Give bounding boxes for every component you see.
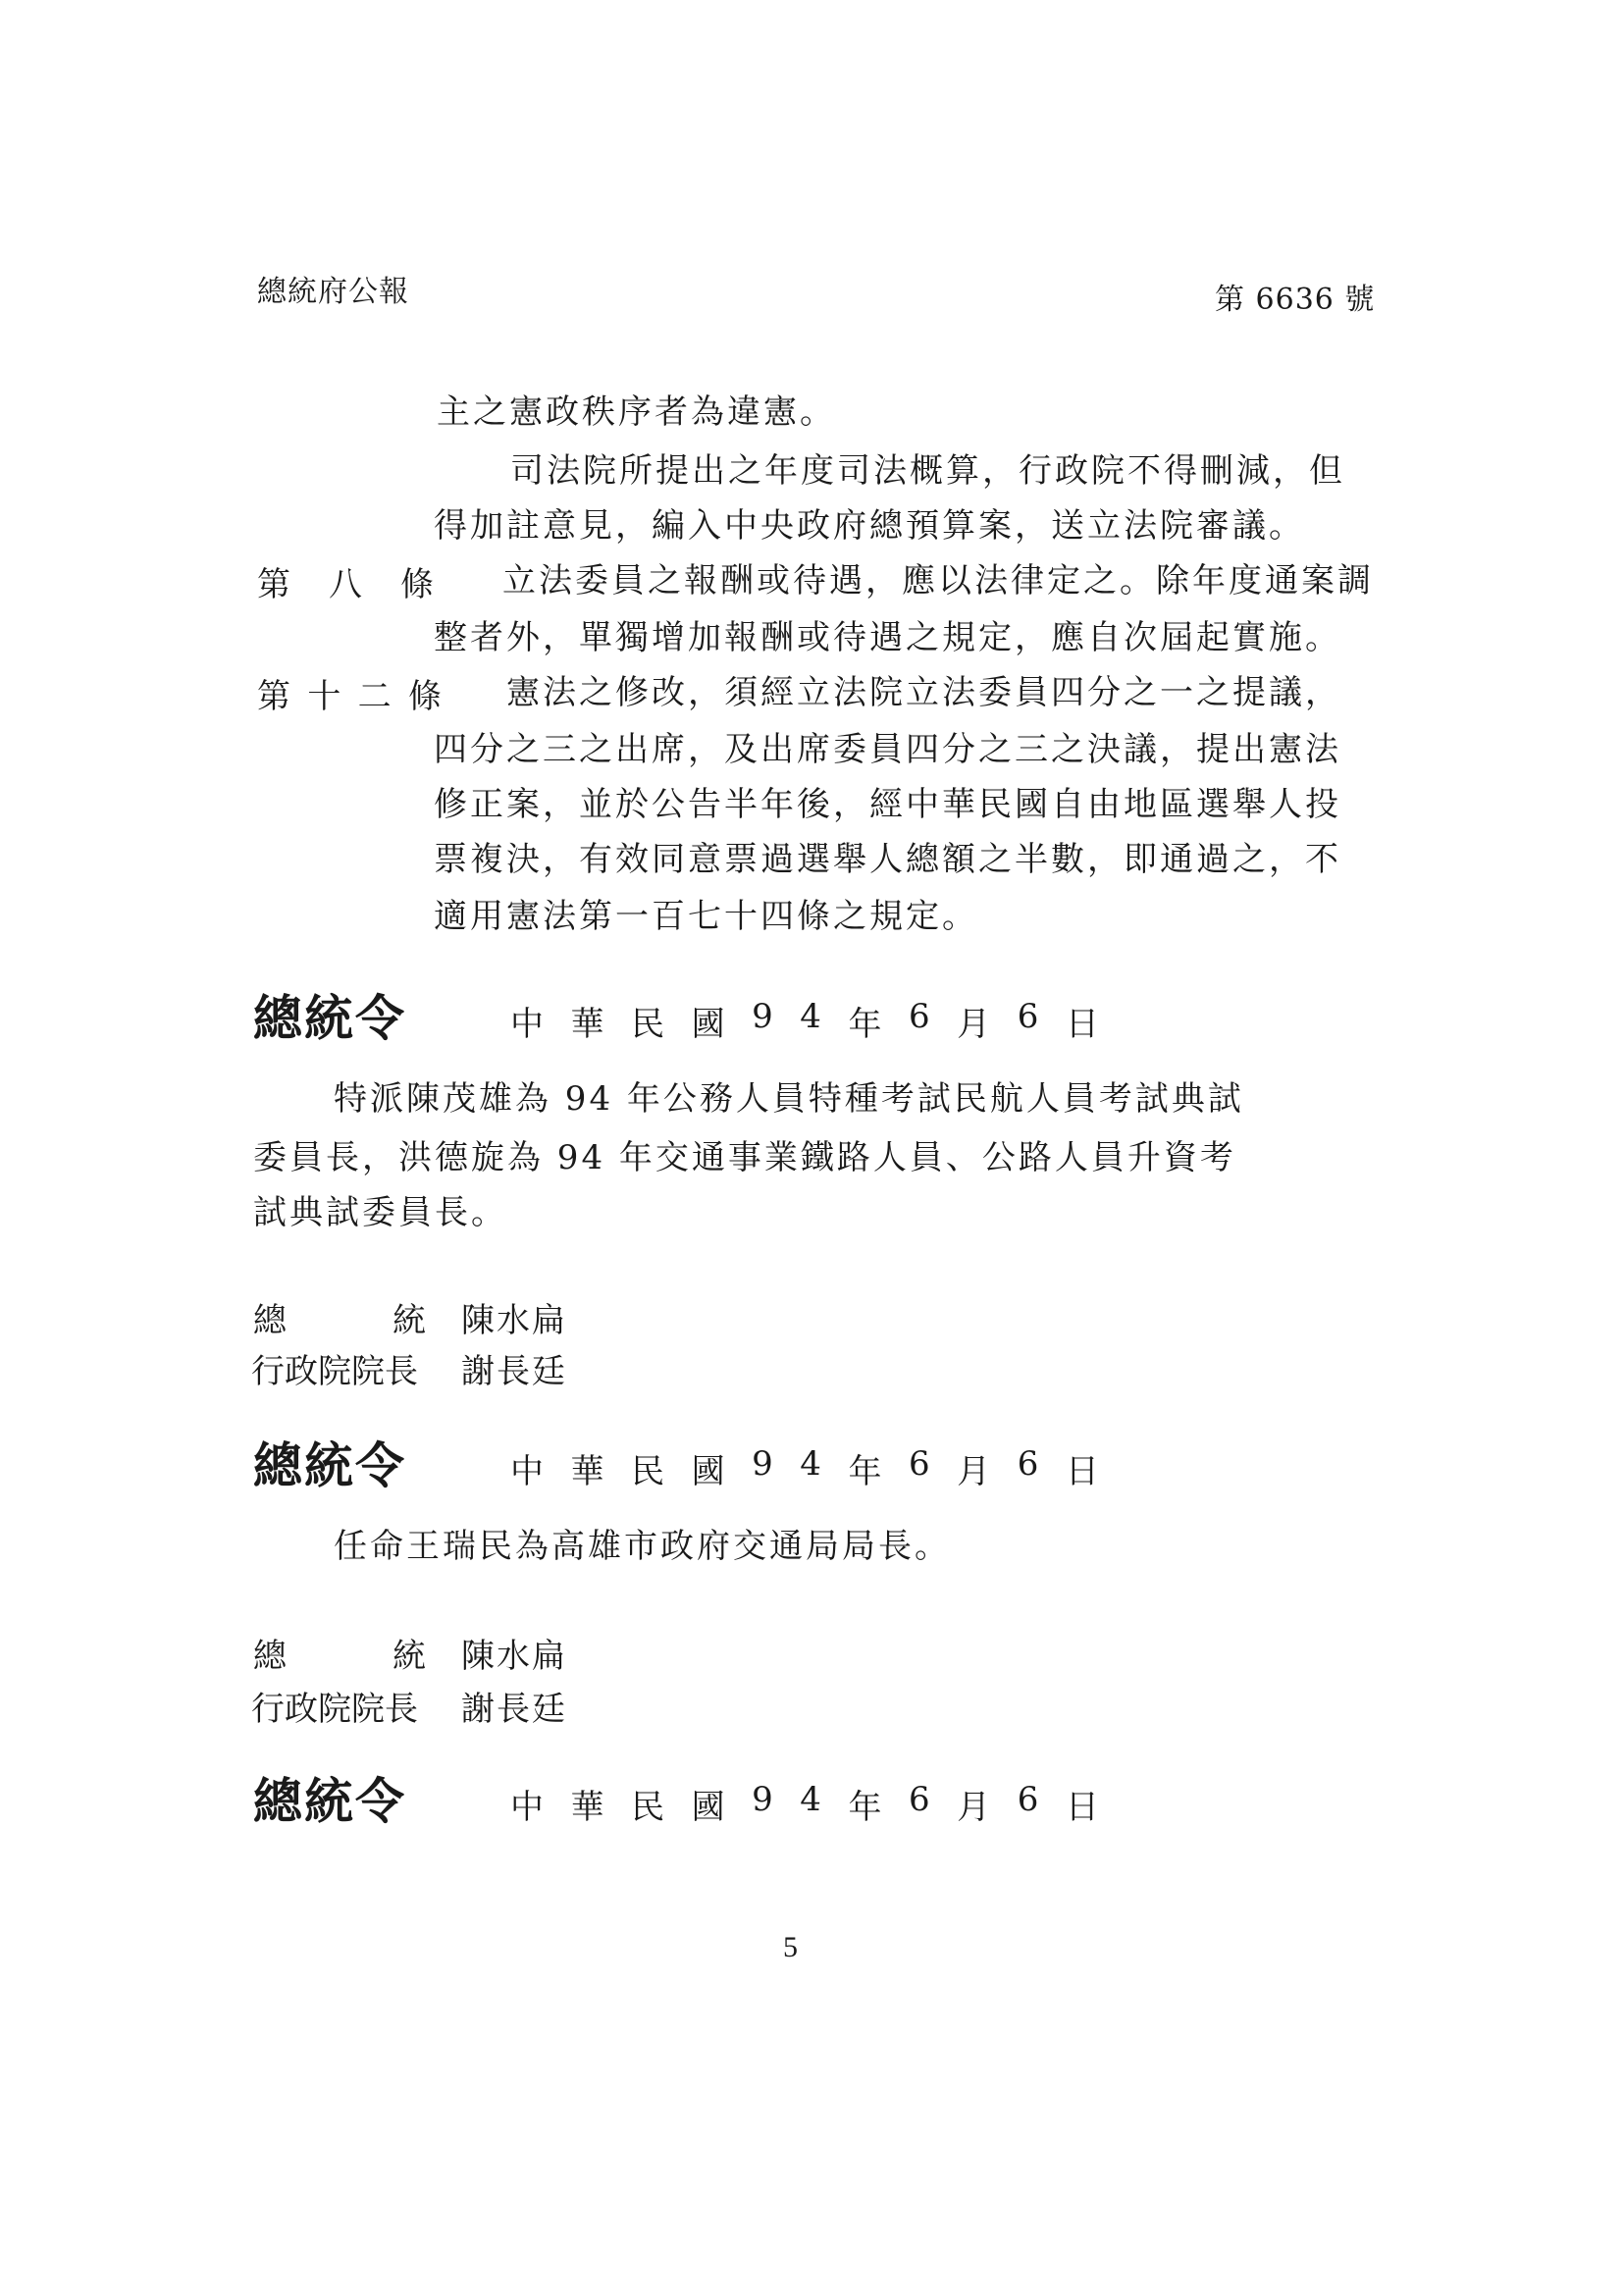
publication-title: 總統府公報 [257, 275, 409, 309]
order-body-line: 任命王瑞民為高雄市政府交通局局長。 [334, 1527, 951, 1566]
date-part: 華 [570, 1452, 604, 1491]
signature-label: 行政院院長 [251, 1690, 418, 1729]
date-part: 月 [957, 1005, 991, 1044]
order-date [510, 997, 1099, 1045]
date-part: 月 [957, 1788, 991, 1827]
signature-name: 謝長廷 [461, 1352, 567, 1391]
label-char: 十 [307, 677, 341, 716]
date-part: 國 [691, 1452, 725, 1491]
date-part: 中 [510, 1005, 544, 1044]
date-part: 年 [848, 1788, 882, 1827]
date-part: 國 [691, 1788, 725, 1827]
order-body-line: 試典試委員長。 [253, 1193, 507, 1232]
signature-name: 陳水扁 [461, 1637, 567, 1676]
date-part: 國 [691, 1005, 725, 1044]
label-char: 條 [400, 565, 434, 604]
article-8-line: 整者外，單獨增加報酬或待遇之規定，應自次屆起實施。 [434, 618, 1341, 657]
date-part: 6 [1017, 1780, 1039, 1819]
date-part: 6 [909, 1780, 930, 1819]
article-12-line: 四分之三之出席，及出席委員四分之三之決議，提出憲法 [434, 730, 1341, 769]
date-part: 6 [909, 997, 930, 1036]
date-part: 中 [510, 1788, 544, 1827]
date-part: 民 [631, 1452, 665, 1491]
order-title: 總統令 [253, 1436, 406, 1494]
date-part: 民 [631, 1788, 665, 1827]
article-8-line: 立法委員之報酬或待遇，應以法律定之。除年度通案調 [502, 561, 1374, 600]
article-12-line: 票複決，有效同意票過選舉人總額之半數，即通過之，不 [434, 840, 1341, 879]
label-char: 條 [407, 677, 442, 716]
signature-label [253, 1293, 426, 1341]
date-part: 6 [1017, 997, 1039, 1036]
label-char: 第 [257, 677, 290, 716]
order-body-line: 委員長，洪德旋為 94 年交通事業鐵路人員、公路人員升資考 [253, 1138, 1236, 1177]
date-part: 9 [752, 1444, 773, 1484]
continuation-line: 主之憲政秩序者為違憲。 [437, 392, 836, 432]
date-part: 華 [570, 1788, 604, 1827]
date-part: 9 [752, 997, 773, 1036]
label-char: 二 [357, 677, 392, 716]
article-12-label [257, 669, 442, 717]
paragraph-line: 司法院所提出之年度司法概算，行政院不得刪減，但 [510, 451, 1345, 491]
date-part: 年 [848, 1005, 882, 1044]
date-part: 日 [1065, 1788, 1099, 1827]
paragraph-line: 得加註意見，編入中央政府總預算案，送立法院審議。 [434, 506, 1305, 546]
article-12-line: 憲法之修改，須經立法院立法委員四分之一之提議， [506, 673, 1341, 712]
order-title: 總統令 [253, 1772, 406, 1830]
date-part: 年 [848, 1452, 882, 1491]
date-part: 4 [800, 1780, 821, 1819]
signature-label [253, 1629, 426, 1677]
date-part: 4 [800, 1444, 821, 1484]
label-char: 第 [257, 565, 290, 604]
label-char: 總 [253, 1637, 287, 1676]
label-char: 總 [253, 1301, 287, 1340]
label-char: 八 [329, 565, 362, 604]
order-date [510, 1780, 1099, 1828]
date-part: 日 [1065, 1452, 1099, 1491]
label-char: 統 [393, 1637, 426, 1676]
signature-name: 陳水扁 [461, 1301, 567, 1340]
article-12-line: 修正案，並於公告半年後，經中華民國自由地區選舉人投 [434, 785, 1341, 824]
order-body-line: 特派陳茂雄為 94 年公務人員特種考試民航人員考試典試 [334, 1079, 1244, 1119]
order-date [510, 1444, 1099, 1492]
issue-number: 第 6636 號 [1215, 283, 1376, 317]
date-part: 中 [510, 1452, 544, 1491]
article-8-label [257, 557, 434, 605]
date-part: 6 [1017, 1444, 1039, 1484]
signature-label: 行政院院長 [251, 1352, 418, 1391]
date-part: 華 [570, 1005, 604, 1044]
order-title: 總統令 [253, 989, 406, 1047]
date-part: 月 [957, 1452, 991, 1491]
date-part: 4 [800, 997, 821, 1036]
page-number: 5 [783, 1931, 798, 1963]
label-char: 統 [393, 1301, 426, 1340]
date-part: 日 [1065, 1005, 1099, 1044]
date-part: 民 [631, 1005, 665, 1044]
signature-name: 謝長廷 [461, 1690, 567, 1729]
article-12-line: 適用憲法第一百七十四條之規定。 [434, 897, 978, 936]
date-part: 9 [752, 1780, 773, 1819]
date-part: 6 [909, 1444, 930, 1484]
